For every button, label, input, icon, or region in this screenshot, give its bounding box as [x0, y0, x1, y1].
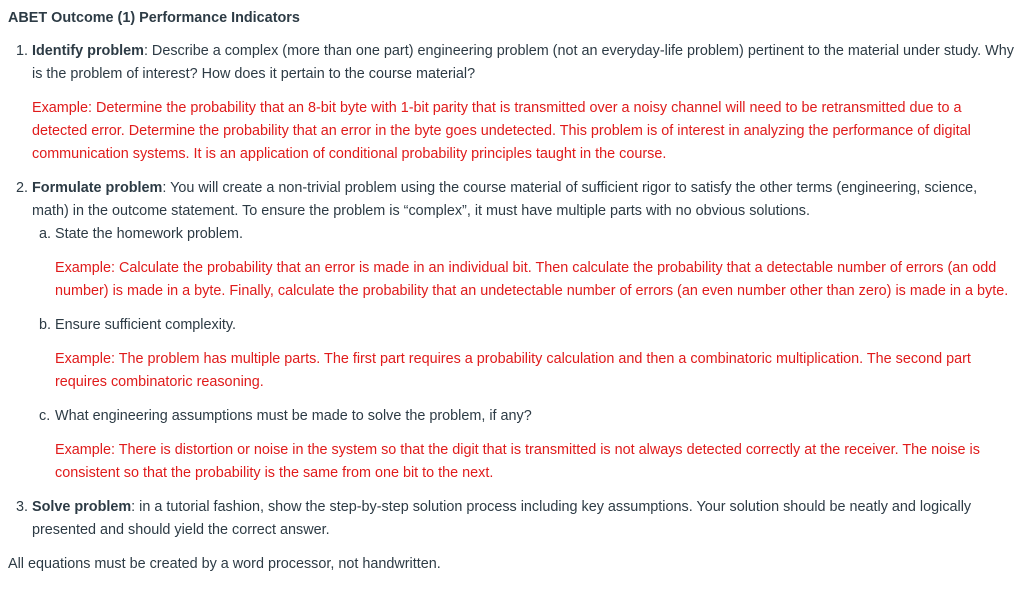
- item-text: : in a tutorial fashion, show the step-by-step solution process including key assumptions. Your solution should be neatly and logically presented and should yield the correct answer.: [32, 499, 972, 538]
- subitem-state-problem: [32, 223, 1014, 303]
- item-text: : Describe a complex (more than one part) engineering problem (not an everyday-life problem) pertinent to the material under study. Why is the problem of interest? How does it pertain to the course material?: [32, 43, 1014, 82]
- indicator-item-identify: [8, 40, 1014, 166]
- example-text: Example: There is distortion or noise in the system so that the digit that is transmitted is not always detected correctly at the receiver. The noise is consistent so that the probability is the same from one bit to the next.: [55, 442, 980, 481]
- example-text: Example: The problem has multiple parts. The first part requires a probability calculation and then a combinatoric multiplication. The second part requires combinatoric reasoning.: [55, 351, 971, 390]
- page-title: ABET Outcome (1) Performance Indicators: [8, 10, 300, 26]
- indicator-item-formulate: [8, 177, 1014, 485]
- item-description: [32, 40, 1014, 86]
- item-description: [32, 177, 1014, 223]
- item-text: : You will create a non-trivial problem using the course material of sufficient rigor to satisfy the other terms (engineering, science, math) in the outcome statement. To ensure the problem is “complex”, it must have multiple parts with no obvious solutions.: [32, 180, 978, 219]
- item-number: 1.: [16, 43, 29, 59]
- subitem-text: What engineering assumptions must be made to solve the problem, if any?: [55, 408, 532, 424]
- subitem-assumptions: [32, 405, 1014, 485]
- subitem-letter: b.: [39, 317, 52, 333]
- item-lead: Solve problem: [32, 499, 132, 515]
- item-number: 2.: [16, 180, 29, 196]
- item-lead: Formulate problem: [32, 180, 163, 196]
- indicator-item-solve: [8, 496, 1014, 542]
- example-text: Example: Determine the probability that an 8-bit byte with 1-bit parity that is transmitted over a noisy channel will need to be retransmitted due to a detected error. Determine the probability that an error in the byte goes undetected. This problem is of interest in analyzing the performance of digital communication systems. It is an application of conditional probability principles taught in the course.: [32, 100, 971, 162]
- example-text: Example: Calculate the probability that an error is made in an individual bit. Then calculate the probability that a detectable number of errors (an odd number) is made in a byte. Finally, calculate the probability that an undetectable number of errors (an even number other than zero) is made in a byte.: [55, 260, 1009, 299]
- item-description: [32, 496, 1014, 542]
- item-lead: Identify problem: [32, 43, 144, 59]
- item-number: 3.: [16, 499, 29, 515]
- subitem-letter: c.: [39, 408, 51, 424]
- subitem-complexity: [32, 314, 1014, 394]
- subitem-letter: a.: [39, 226, 52, 242]
- subitem-text: State the homework problem.: [55, 226, 243, 242]
- footer-note: All equations must be created by a word processor, not handwritten.: [8, 556, 441, 572]
- subitem-text: Ensure sufficient complexity.: [55, 317, 237, 333]
